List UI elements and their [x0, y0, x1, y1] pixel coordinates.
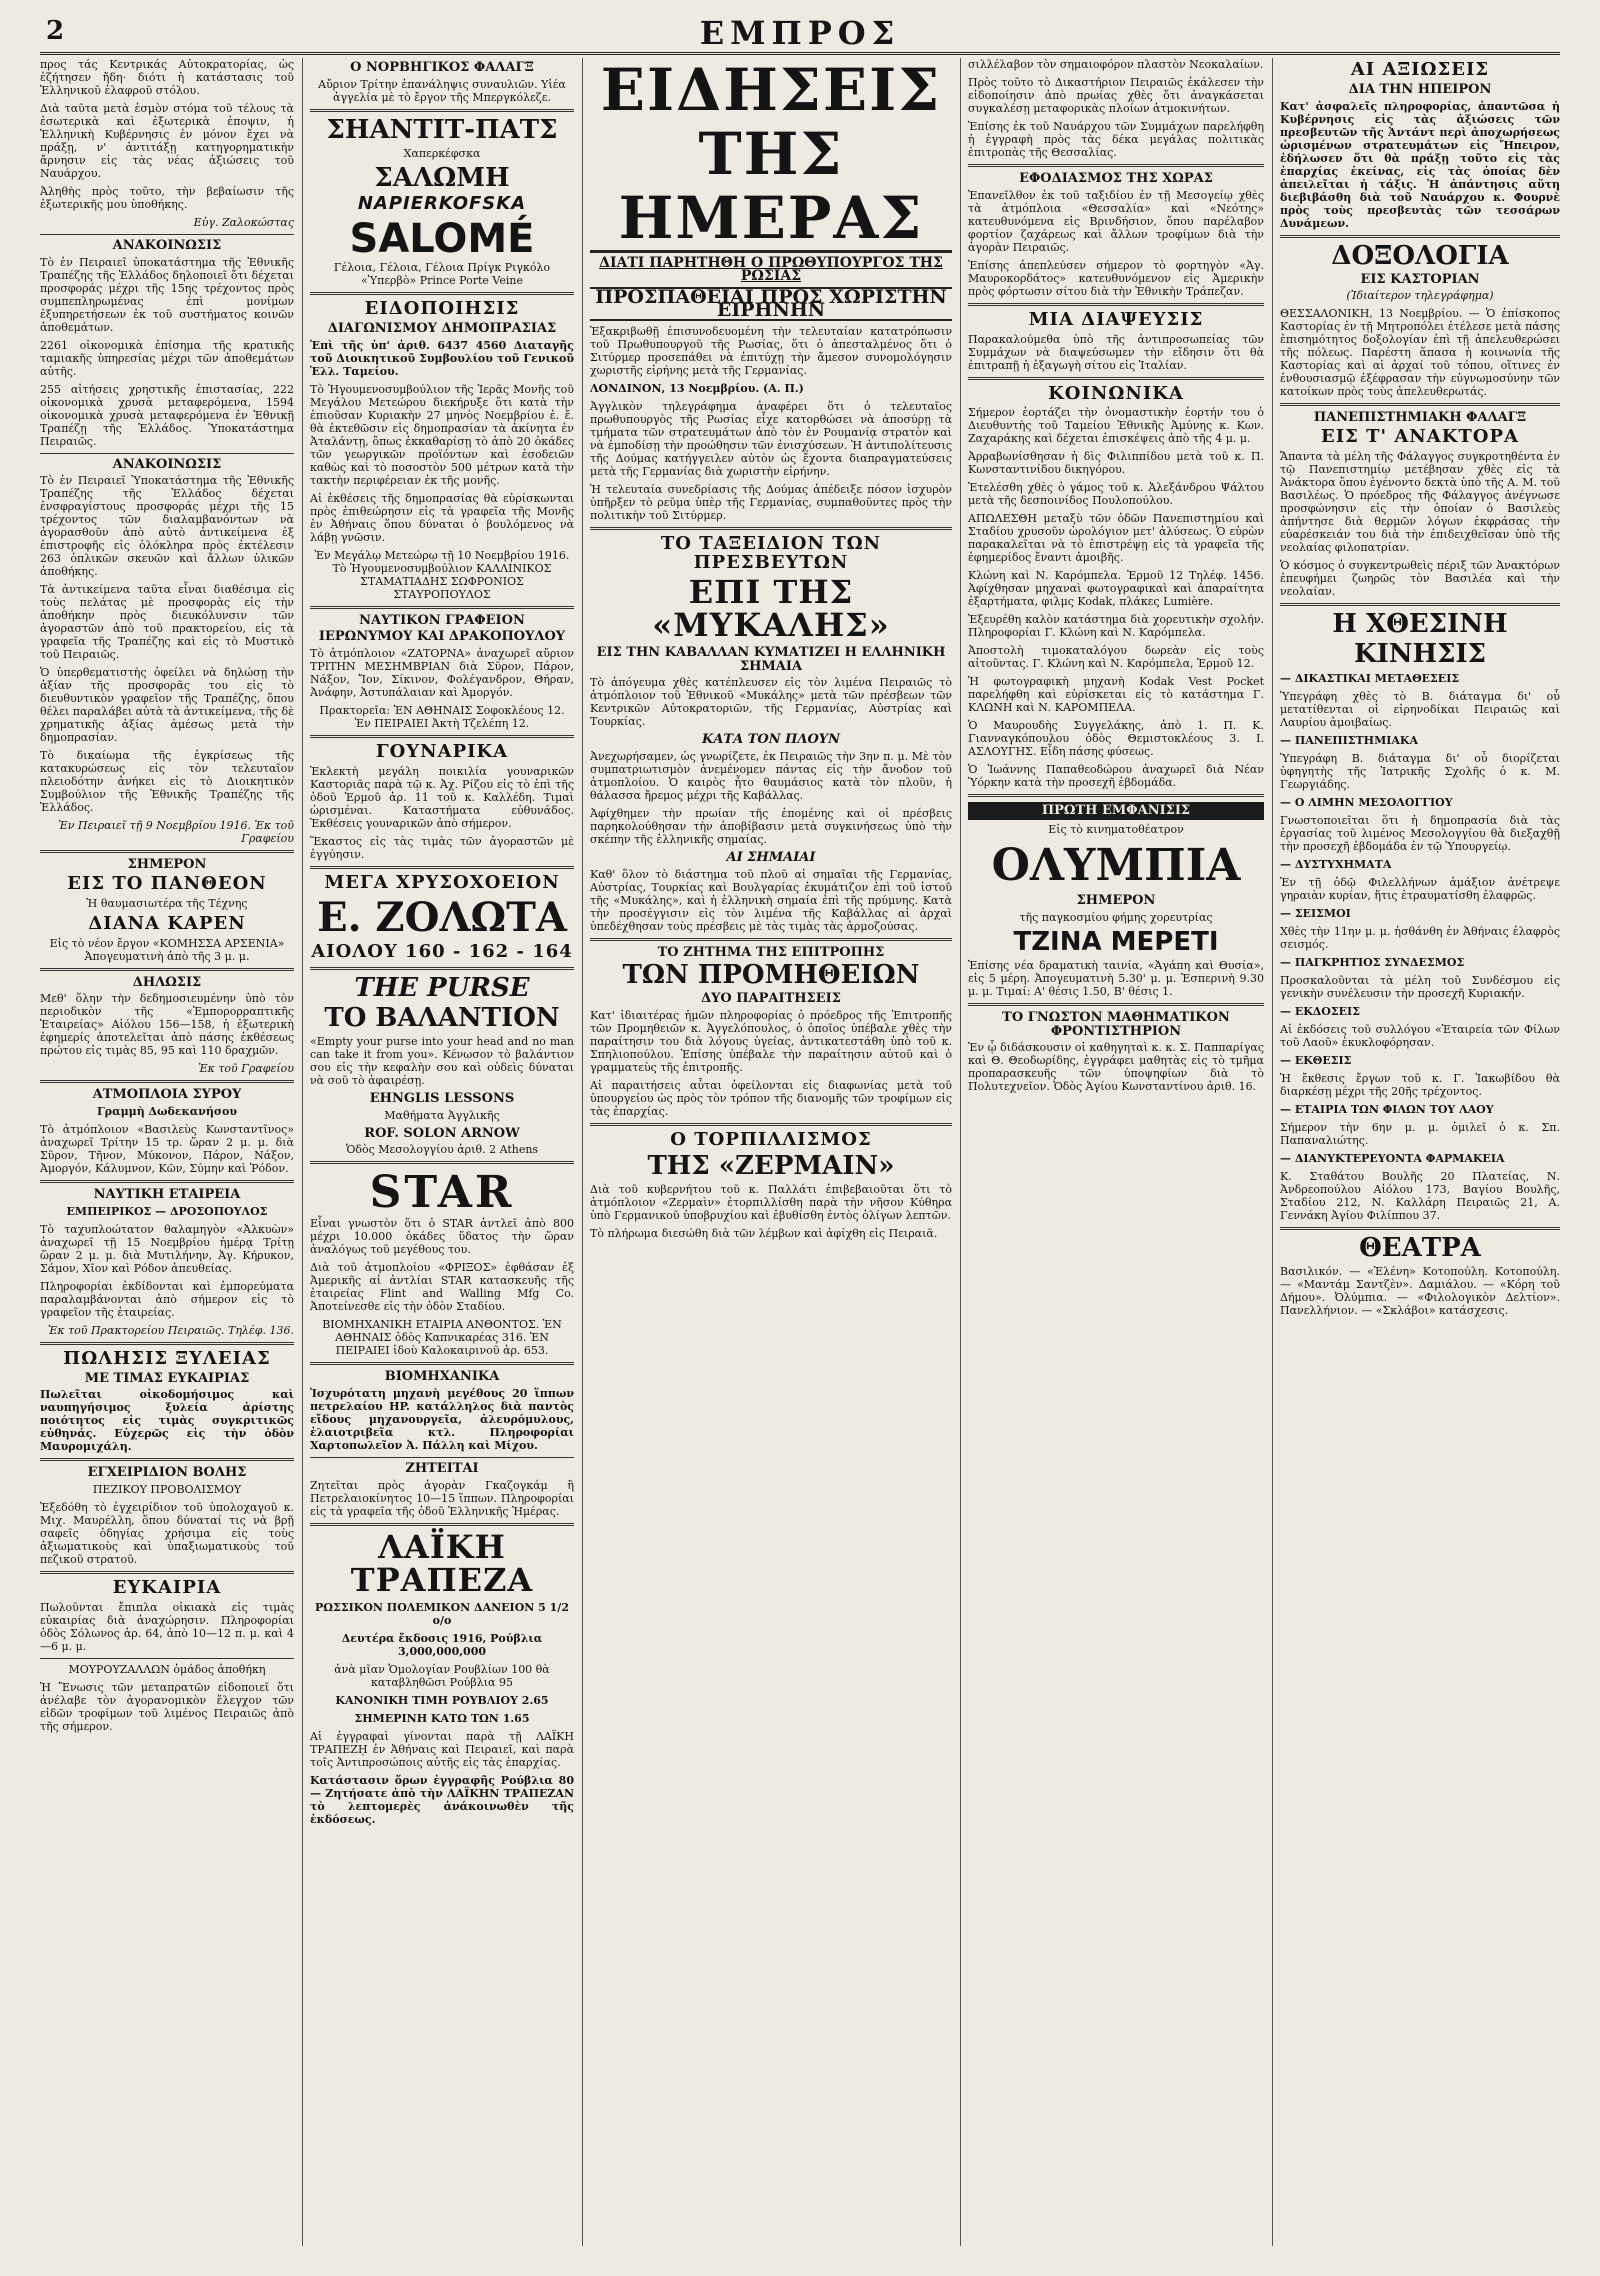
ad-text: Εἰς τὸ κινηματοθέατρον — [1048, 823, 1184, 837]
divider — [968, 164, 1264, 167]
article-text: ΘΕΣΣΑΛΟΝΙΚΗ, 13 Νοεμβρίου. — Ὁ ἐπίσκοπος Καστορίας ἐν τῇ Μητροπόλει ἐτέλεσε μετὰ πάσης ἐπισημότητος δοξολογίαν ἐπὶ τῇ ἀπελευθερώσει τῆς πόλεως. Παρέστη ἅπασα ἡ κοινωνία τῆς Καστορίας καὶ αἱ ἀρχαί τοῦ τόπου, οἵτινες ἐν ἐνθουσιασμῷ ἐξέφρασαν τὴν εὐγνωμοσύνην τῶν κατοίκων πρὸς τοὺς ἀπελευθερωτάς. — [1280, 307, 1560, 399]
ad-text: ἀνὰ μῖαν Ὁμολογίαν Ρουβλίων 100 θὰ καταβληθῶσι Ρούβλια 95 — [334, 1662, 550, 1689]
divider — [310, 967, 574, 970]
divider — [40, 1458, 294, 1461]
divider — [1280, 603, 1560, 606]
ad-text: Πρακτορεῖα: ἘΝ ΑΘΗΝΑΙΣ Σοφοκλέους 12. Ἐν ΠΕΙΡΑΙΕΙ Ἀκτὴ Τζελέπη 12. — [319, 703, 565, 730]
ad-display-title: SALOMÉ — [349, 216, 535, 263]
divider — [310, 292, 574, 295]
ad-subheading: ΕΜΠΕΙΡΙΚΟΣ — ΔΡΟΣΟΠΟΥΛΟΣ — [66, 1204, 268, 1218]
divider — [310, 1362, 574, 1365]
signature: Ἐν Μεγάλῳ Μετεώρῳ τῇ 10 Νοεμβρίου 1916. Τὸ Ἡγουμενοσυμβούλιον ΚΑΛΛΙΝΙΚΟΣ ΣΤΑΜΑΤΙΑΔΗΣ ΣΩΦΡΟΝΙΟΣ ΣΤΑΥΡΟΠΟΥΛΟΣ — [314, 548, 570, 601]
section-subheading: ΔΙΑΓΩΝΙΣΜΟΥ ΔΗΜΟΠΡΑΣΙΑΣ — [327, 321, 557, 337]
article-text: Τὸ πλήρωμα διεσώθη διὰ τῶν λέμβων καὶ ἀφίχθη εἰς Πειραιᾶ. — [590, 1227, 938, 1241]
article-text: Ἀγγλικὸν τηλεγράφημα ἀναφέρει ὅτι ὁ τελευταῖος πρωθυπουργὸς τῆς Ρωσίας εἶχε κατορθώσει νὰ ἀποσύρῃ τὰ τμήματα τῶν στρατευμάτων ἀπὸ τὸν ἐν Ρουμανίᾳ στρατὸν καὶ νὰ ἐμποδίσῃ τὴν προώθησιν τῶν ἐνισχύσεων. Ἡ ἀντιπολίτευσις τῆς Δούμας κατήγγειλεν αὐτὸν ὡς ἔχοντα διαπραγματεύσεις μετὰ τῆς Γερμανίας διὰ χωριστὴν εἰρήνην. — [590, 400, 952, 478]
story-kicker: Ο ΤΟΡΠΙΛΛΙΣΜΟΣ — [670, 1129, 872, 1151]
ad-heading: ΓΟΥΝΑΡΙΚΑ — [375, 740, 509, 762]
column-4 — [968, 58, 1264, 2246]
article-text: Ἀληθὴς πρὸς τοῦτο, τὴν βεβαίωσιν τῆς ἐξωτερικῆς μου ὑποθήκης. — [40, 185, 294, 211]
notice-text: 255 αἰτήσεις χρηστικῆς ἐπιστασίας, 222 οἰκονομικὰ χρυσὰ μεταφερόμενα, 1594 οἰκονομικὰ χρυσὰ μεταφερόμενα ἐν Ἐθνικῇ Τραπέζῃ τῆς Ἑλλάδος. Ὑποκατάστημα Πειραιῶς. — [40, 382, 294, 448]
notice-text: Ὁ ὑπερθεματιστὴς ὀφείλει νὰ δηλώσῃ τὴν ἀξίαν τῆς προσφορᾶς του εἰς τὸ διευθυντικὸν γραφεῖον τῆς Τραπέζης, ὅπου θέλει παραλάβει αὐτὰ τὰ ἀντικείμενα, τῆς δὲ χρηματικῆς ἀξίας ἀμέσως μετὰ τὴν δημοπρασίαν. — [40, 666, 294, 745]
ad-text: Αὔριον Τρίτην ἐπανάληψις συναυλιῶν. Υἱέα ἀγγελία μὲ τὸ ἔργον τῆς Μπεργκόλεζε. — [318, 77, 566, 104]
ad-subheading: ΜΕ ΤΙΜΑΣ ΕΥΚΑΙΡΙΑΣ — [84, 1370, 250, 1386]
divider — [310, 109, 574, 112]
divider — [310, 1457, 574, 1458]
news-item-text: Γνωστοποιεῖται ὅτι ἡ δημοπρασία διὰ τὰς ἐργασίας τοῦ λιμένος Μεσολογγίου θὰ διεξαχθῇ τὴν προσεχῆ ἑβδομάδα ἐν τῷ Ὑπουργείῳ. — [1280, 813, 1560, 853]
ad-text: Πωλεῖται οἰκοδομήσιμος καὶ ναυπηγήσιμος ξυλεία ἀρίστης ποιότητος εἰς τιμὰς συγκριτικῶς εὐθηνάς. Εὐχερῶς εἰς τὴν ὁδὸν Μαυρομιχάλη. — [40, 1388, 294, 1454]
newspaper-page — [40, 14, 1560, 2246]
ad-text: ΣΗΜΕΡΙΝΗ ΚΑΤΩ ΤΩΝ 1.65 — [354, 1711, 530, 1725]
ad-heading: ΑΤΜΟΠΛΟΙΑ ΣΥΡΟΥ — [92, 1087, 242, 1103]
article-text: Ὁ κόσμος ὁ συγκεντρωθεὶς πέριξ τῶν Ἀνακτόρων ἐπευφήμει ζωηρῶς τὸν Βασιλέα καὶ τὴν νεολαίαν. — [1280, 559, 1560, 598]
section-heading: ΠΑΝΕΠΙΣΤΗΜΙΑΚΗ ΦΑΛΑΓΞ — [1313, 410, 1527, 426]
story-subheading: ΕΙΣ ΤΗΝ ΚΑΒΑΛΛΑΝ ΚΥΜΑΤΙΖΕΙ Η ΕΛΛΗΝΙΚΗ ΣΗΜΑΙΑ — [596, 644, 946, 674]
story-subheading: ΔΥΟ ΠΑΡΑΙΤΗΣΕΙΣ — [701, 991, 841, 1007]
divider — [968, 377, 1264, 380]
ad-text: Τὸ ἀτμόπλοιον «Βασιλεὺς Κωνσταντῖνος» ἀναχωρεῖ Τρίτην 15 τρ. ὥραν 2 μ. μ. διὰ Σῦρον, Τῆνον, Μύκονον, Πάρον, Νάξον, Ἀμοργόν, Κάλυμνον, Κῶν, Σύμην καὶ Ῥόδον. — [40, 1122, 294, 1175]
ad-heading: NAPIERKOFSKA — [357, 193, 527, 215]
article-text: Ἐπανεῖλθον ἐκ τοῦ ταξιδίου ἐν τῇ Μεσογείῳ χθὲς τὰ ἀτμόπλοια «Θεσσαλία» καὶ «Νεότης» κατευθυνόμενα εἰς Βρινδήσιον, ὅπου παρέλαβον φορτίον ζαχάρεως καὶ ἄλλων τροφίμων διὰ τὴν ἀγορὰν Πειραιῶς. — [968, 188, 1264, 254]
news-item-heading: — ΣΕΙΣΜΟΙ — [1280, 906, 1351, 920]
article-text: Ὁ Ἰωάννης Παπαθεοδώρου ἀναχωρεῖ διὰ Νέαν Ὑόρκην κατὰ τὴν προσεχῆ ἑβδομάδα. — [968, 763, 1264, 790]
article-text: (Ἰδιαίτερον τηλεγράφημα) — [1346, 289, 1494, 303]
article-text: Ἐξευρέθη καλὸν κατάστημα διὰ χορευτικὴν σχολήν. Πληροφορίαι Γ. Κλώνη καὶ Ν. Καρόμπελα. — [968, 613, 1264, 640]
ad-display-title: ΟΛΥΜΠΙΑ — [991, 840, 1241, 892]
ad-text: Ζητεῖται πρὸς ἀγορὰν Γκαζογκάμ ἢ Πετρελαιοκίνητος 10—15 ἵππων. Πληροφορίαι εἰς τὰ γραφεῖα τῆς ὁδοῦ Ἑλληνικῆς Ἡμέρας. — [310, 1478, 574, 1518]
notice-text: Αἱ ἐκθέσεις τῆς δημοπρασίας θὰ εὑρίσκωνται πρὸς ἐπιθεώρησιν εἰς τὰ γραφεῖα τῆς Μονῆς ἐν Ἀθήναις ὅπου δύναται ὁ βουλόμενος νὰ λάβῃ γνῶσιν. — [310, 491, 574, 544]
news-item-heading: — ΠΑΝΕΠΙΣΤΗΜΙΑΚΑ — [1280, 733, 1419, 747]
article-text: ΑΠΩΛΕΣΘΗ μεταξὺ τῶν ὁδῶν Πανεπιστημίου καὶ Σταδίου χρυσοῦν ὡρολόγιον μετ' ἀλύσεως. Ὁ εὑρὼν παρακαλεῖται νὰ τὸ ἐπιστρέψῃ εἰς τὰ γραφεῖα τῆς ἐφημερίδος ἔναντι ἀμοιβῆς. — [968, 512, 1264, 565]
ad-subheading: ΠΕΖΙΚΟΥ ΠΡΟΒΟΛΙΣΜΟΥ — [92, 1482, 242, 1496]
ad-text: Τὸ ἀτμόπλοιον «ΖΑΤΟΡΝΑ» ἀναχωρεῖ αὔριον ΤΡΙΤΗΝ ΜΕΣΗΜΒΡΙΑΝ διὰ Σῦρον, Πάρον, Νάξον, Ἴον, Σίκινον, Φολέγανδρον, Θήραν, Ἀνάφην, Ἀστυπάλαιαν καὶ Ἀμοργόν. — [310, 646, 574, 699]
story-headline: ΕΠΙ ΤΗΣ «ΜΥΚΑΛΗΣ» — [652, 572, 890, 645]
article-text: Ἀποστολὴ τιμοκαταλόγου δωρεὰν εἰς τοὺς αἰτοῦντας. Γ. Κλώνη καὶ Ν. Καρόμπελα, Ἑρμοῦ 12. — [968, 644, 1264, 671]
ad-heading: ΝΑΥΤΙΚΗ ΕΤΑΙΡΕΙΑ — [93, 1186, 241, 1202]
ad-heading: ΝΑΥΤΙΚΟΝ ΓΡΑΦΕΙΟΝ — [359, 612, 525, 628]
news-item-text: Ὑπεγράφη Β. διάταγμα δι' οὗ διορίζεται ὑφηγητὴς τῆς Ἰατρικῆς Σχολῆς ὁ κ. Μ. Γεωργιάδης. — [1280, 751, 1560, 791]
article-text: Πρὸς τοῦτο τὸ Δικαστήριον Πειραιῶς ἐκάλεσεν τὴν εἰδοποίησιν ἀπὸ πρωίας χθὲς ὅτι ἀναγκάσεται συγκαλέσῃ μεταφορικὰς πλοίων ἀτμοκινήτων. — [968, 76, 1264, 115]
divider — [1280, 403, 1560, 406]
ad-heading: ΣΗΑΝΤΙΤ-ΠΑΤΣ — [326, 114, 558, 145]
article-text: Ἀφίχθημεν τὴν πρωίαν τῆς ἑπομένης καὶ οἱ πρέσβεις παρηκολούθησαν τὴν ἀποβίβασιν μετὰ συγκινήσεως ὑπὸ τὴν σκέπην τῆς ἑλληνικῆς σημαίας. — [590, 806, 952, 846]
section-heading: ΘΕΑΤΡΑ — [1359, 1232, 1481, 1263]
article-text: Ἀνεχωρήσαμεν, ὡς γνωρίζετε, ἐκ Πειραιῶς τὴν 3ην π. μ. Μὲ τὸν συμπατριωτισμὸν ἀνεμένομεν πάντας εἰς τὴν ἄνοδον τοῦ ἀτμοπλοίου. Ὁ καιρὸς ἦτο θαυμάσιος κατὰ τὸν πλοῦν, ἡ θάλασσα ἤρεμος μέχρι τῆς Καβάλλας. — [590, 749, 952, 802]
ad-address: ΑΙΟΛΟΥ 160 - 162 - 164 — [311, 940, 573, 962]
divider — [1280, 235, 1560, 238]
news-item-heading: — ΔΥΣΤΥΧΗΜΑΤΑ — [1280, 857, 1392, 871]
notice-text: 2261 οἰκονομικὰ ἐπίσημα τῆς κρατικῆς ταμιακῆς ὑπηρεσίας μέχρι τῶν ἀποθεμάτων αὐτῆς. — [40, 338, 294, 378]
ad-text: Ἐπίσης νέα δραματικὴ ταινία, «Ἀγάπη καὶ Θυσία», εἰς 5 μέρη. Ἀπογευματινὴ 5.30' μ. μ. Ἑσπερινὴ 9.30 μ. μ. Τιμαί: Α' θέσις 1.50, Β' θέσις 1. — [968, 959, 1264, 998]
news-item-text: Βασιλικόν. — «Ἑλένη» Κοτοπούλη. Κοτοπούλη. — «Μαντάμ Σαντζὲν». Δαμιάλου. — «Κόρη τοῦ Δήμου». Ὀλύμπια. — «Φιλολογικὸν Δελτίον». Πανελλήνιον. — «Σκλάβοι» κατάσχεσις. — [1280, 1264, 1560, 1317]
ad-text: Ἕκαστος εἰς τὰς τιμὰς τῶν ἀγοραστῶν μὲ ἐγγύησιν. — [310, 834, 574, 861]
section-subheading: ΕΙΣ ΚΑΣΤΟΡΙΑΝ — [1360, 271, 1480, 287]
divider — [310, 1523, 574, 1526]
article-text: Ἐπίσης ἐκ τοῦ Ναυάρχου τῶν Συμμάχων παρελήφθη ἡ ἐγγραφὴ πρὸς τὰς δέκα μεγάλας πολιτικὰς ἐπιτροπὰς τῆς Θεσσαλίας. — [968, 120, 1264, 159]
ad-text: Ὁδὸς Μεσολογγίου ἀριθ. 2 Athens — [345, 1143, 539, 1157]
ad-subheading: ΜΟΥΡΟΥΖΑΛΛΩΝ ὁμάδος ἀποθήκη — [68, 1662, 266, 1676]
story-kicker: ΤΟ ΖΗΤΗΜΑ ΤΗΣ ΕΠΙΤΡΟΠΗΣ — [657, 944, 885, 960]
page-number: 2 — [46, 16, 65, 46]
divider — [40, 1658, 294, 1659]
divider — [40, 234, 294, 235]
column-5 — [1280, 58, 1560, 2246]
ad-text: Τὸ ταχυπλοώτατον θαλαμηγὸν «Ἀλκυὼν» ἀναχωρεῖ τῇ 15 Νοεμβρίου ἡμέρᾳ Τρίτῃ ὥραν 2 μ. μ. διὰ Μυτιλήνην, Ἀγ. Κήρυκον, Σάμον, Χῖον καὶ Ρόδον ἀπευθείας. — [40, 1222, 294, 1275]
ad-text: Ἡ θαυμασιωτέρα τῆς Τέχνης — [86, 896, 248, 910]
notice-text: Τὸ Ἡγουμενοσυμβούλιον τῆς Ἱερᾶς Μονῆς τοῦ Μεγάλου Μετεώρου διεκήρυξε ὅτι κατὰ τὴν ἐπιοῦσαν Κυριακὴν 27 μηνὸς Νοεμβρίου ἐ. ἔ. θὰ ἐκτεθῶσιν εἰς δημοπρασίαν τὰ ἀκίνητα ἐν Ἀταλάντῃ, ὅπως ἐκκαθαρίσῃ τὸ ἀπὸ 20 ὀκάδες τῶν γεωργικῶν προϊόντων καὶ ἐσοδειῶν καθὼς καὶ τὸ ποσοστὸν 500 μέτρων κατὰ τὴν τακτὴν περιφέρειαν ἐκ τῆς μονῆς. — [310, 382, 574, 487]
ad-text: Κατάστασιν ὅρων ἐγγραφῆς Ρούβλια 80— Ζητήσατε ἀπὸ τὴν ΛΑΪΚΗΝ ΤΡΑΠΕΖΑΝ τὸ λεπτομερὲς ἀνάκοινωθὲν τῆς ἐκδόσεως. — [310, 1773, 574, 1826]
ad-heading: ΤΟ ΒΑΛΑΝΤΙΟΝ — [324, 1002, 560, 1033]
section-subheading: ΔΙΑ ΤΗΝ ΗΠΕΙΡΟΝ — [1348, 81, 1492, 97]
ad-text: Ἡ Ἕνωσις τῶν μεταπρατῶν εἰδοποιεῖ ὅτι ἀνέλαβε τὸν ἀγορανομικὸν ἔλεγχον τῶν εἰδῶν τροφίμων τοῦ λιμένος Πειραιῶς ἀπὸ τῆς σήμερον. — [40, 1680, 294, 1733]
divider — [310, 1161, 574, 1164]
ad-heading: ΜΕΓΑ ΧΡΥΣΟΧΟΕΙΟΝ — [324, 871, 560, 893]
ad-text: Εἰς τὸ νέον ἔργον «ΚΟΜΗΣΣΑ ΑΡΣΕΝΙΑ» Ἀπογευματινὴ ἀπὸ τῆς 3 μ. μ. — [49, 936, 285, 963]
news-item-heading: — ΔΙΚΑΣΤΙΚΑΙ ΜΕΤΑΘΕΣΕΙΣ — [1280, 671, 1460, 685]
ad-text: ΚΑΝΟΝΙΚΗ ΤΙΜΗ ΡΟΥΒΛΙΟΥ 2.65 — [335, 1693, 549, 1707]
section-heading: ΜΙΑ ΔΙΑΨΕΥΣΙΣ — [1028, 308, 1204, 330]
article-text: Κατ' ἀσφαλεῖς πληροφορίας, ἀπαντῶσα ἡ Κυβέρνησις εἰς τὰς ἀξιώσεις τῶν πρεσβευτῶν τῆς Ἀντάντ περὶ ἀποχωρήσεως ὡρισμένων στρατευμάτων εἰς Ἤπειρον, ἐδήλωσεν ὅτι θὰ πράξῃ τοῦτο εἰς τὰς ἐπαρχίας ἐκείνας, εἰς τὰς ὁποίας δὲν ἀπειλεῖται ἡ τάξις. Ἡ ἀπάντησις αὕτη διεβιβάσθη διὰ τοῦ Ναυάρχου κ. Φουρνὲ πρὸς τοὺς πρεσβευτὰς τῶν τεσσάρων Δυνάμεων. — [1280, 99, 1560, 230]
section-heading: ΑΝΑΚΟΙΝΩΣΙΣ — [112, 456, 222, 472]
ad-text: Αἱ ἐγγραφαὶ γίνονται παρὰ τῇ ΛΑΪΚΗ ΤΡΑΠΕΖῌ ἐν Ἀθήναις καὶ Πειραιεῖ, καὶ παρὰ τοῖς Ἀντιπροσώποις αὐτῆς εἰς τὰς ἐπαρχίας. — [310, 1729, 574, 1769]
divider — [40, 453, 294, 454]
signature: Εὐγ. Ζαλοκώστας — [193, 216, 294, 229]
ad-heading: ΣΗΜΕΡΟΝ — [1076, 893, 1156, 909]
divider — [590, 938, 952, 941]
ad-text: ΒΙΟΜΗΧΑΝΙΚΗ ΕΤΑΙΡΙΑ ΑΝΘΟΝΤΟΣ. ἘΝ ΑΘΗΝΑΙΣ ὁδὸς Καπνικαρέας 316. ἘΝ ΠΕΙΡΑΙΕΙ ἰδοὺ Καλοκαιρινοῦ ἀρ. 653. — [322, 1318, 562, 1358]
news-item-text: Ἡ ἔκθεσις ἔργων τοῦ κ. Γ. Ἰακωβίδου θὰ διαρκέσῃ μέχρι τῆς 20ῆς τρέχοντος. — [1280, 1071, 1560, 1098]
ad-heading: ΣΗΜΕΡΟΝ — [127, 857, 207, 873]
ad-heading: ΤΖΙΝΑ ΜΕΡΕΤΙ — [1013, 926, 1219, 957]
ad-text: τῆς παγκοσμίου φήμης χορευτρίας — [1019, 910, 1213, 924]
ad-text: Εἶναι γνωστὸν ὅτι ὁ STAR ἀντλεῖ ἀπὸ 800 μέχρι 10.000 ὀκάδες ὕδατος τὴν ὥραν ἀναλόγως τοῦ μεγέθους του. — [310, 1217, 574, 1257]
notice-text: Τὸ ἐν Πειραιεῖ Ὑποκατάστημα τῆς Ἐθνικῆς Τραπέζης τῆς Ἑλλάδος δέχεται ἐνσφραγίστους προσφοράς μέχρι τῆς 15 τρέχοντος τῶν διαλαμβανόντων νὰ ἀγορασθοῦν ἀπὸ αὐτὸ ἀντικείμενα ἐξ ἐπιστροφῆς εἰς ὁλόκληρα πρὸς ἐκτέλεσιν 263 ὁπλικῶν σκευῶν καὶ ἄλλων ὑλικῶν ἀποθήκης. — [40, 474, 294, 579]
article-text: Αἱ παραιτήσεις αὗται ὀφείλονται εἰς διαφωνίας μετὰ τοῦ ὑπουργείου ὡς πρὸς τὸν τρόπον τῆς διανομῆς τῶν τροφίμων εἰς τὰς ἐπαρχίας. — [590, 1079, 952, 1119]
article-text: Ἄπαντα τὰ μέλη τῆς Φάλαγγος συγκροτηθέντα ἐν τῷ Πανεπιστημίῳ μετέβησαν χθὲς εἰς τὰ Ἀνάκτορα ὅπου ἐγένοντο δεκτὰ ὑπὸ τῆς Α. Μ. τοῦ Βασιλέως. Ὁ πρόεδρος τῆς Φάλαγγος ἀνέγνωσε προσφώνησιν εἰς τὴν ὁποίαν ὁ Βασιλεὺς ἀπήντησε διὰ θερμῶν λόγων ἐκφράσας τὴν εὐαρέσκειάν του διὰ τὴν ἐπιδειχθεῖσαν ὑπὸ τῆς νεολαίας φιλοπατρίαν. — [1280, 450, 1560, 554]
divider — [40, 968, 294, 971]
news-item-text: Ἐν τῇ ὁδῷ Φιλελλήνων ἁμάξιον ἀνέτρεψε γηραιὰν κυρίαν, ἥτις ἐτραυματίσθη ἐλαφρῶς. — [1280, 875, 1560, 902]
ad-text: Δευτέρα ἔκδοσις 1916, Ρούβλια 3,000,000,000 — [341, 1631, 543, 1658]
notice-text: Ἐπὶ τῆς ὑπ' ἀριθ. 6437 4560 Διαταγῆς τοῦ Διοικητικοῦ Συμβουλίου τοῦ Γενικοῦ Ἑλλ. Ταμείου. — [310, 338, 574, 378]
ad-heading: ΣΑΛΩΜΗ — [374, 162, 510, 193]
divider — [40, 1080, 294, 1083]
section-heading: ΕΦΟΔΙΑΣΜΟΣ ΤΗΣ ΧΩΡΑΣ — [1019, 171, 1213, 186]
article-text: Ἀρραβωνίσθησαν ἡ δὶς Φιλιππίδου μετὰ τοῦ κ. Π. Κωνσταντινίδου δικηγόρου. — [968, 450, 1264, 477]
section-heading: ΔΟΞΟΛΟΓΙΑ — [1331, 240, 1509, 271]
article-text: Ἡ φωτογραφικὴ μηχανὴ Kodak Vest Pocket παρελήφθη καὶ εὑρίσκεται εἰς τὸ κατάστημα Γ. ΚΛΩΝΗ καὶ Ν. ΚΑΡΟΜΠΕΛΑ. — [968, 675, 1264, 715]
divider — [1280, 1227, 1560, 1230]
column-3 — [590, 58, 952, 2246]
divider — [40, 1571, 294, 1574]
section-heading: ΑΙ ΑΞΙΩΣΕΙΣ — [1350, 59, 1490, 80]
ad-heading: ΤΟ ΓΝΩΣΤΟΝ ΜΑΘΗΜΑΤΙΚΟΝ ΦΡΟΝΤΙΣΤΗΡΙΟΝ — [1002, 1010, 1230, 1039]
article-text: Ἐξακριβωθῇ ἐπισυνοδευομένη τὴν τελευταίαν κατατρόπωσιν τοῦ Πρωθυπουργοῦ τῆς Ρωσίας, ὅτι ὁ ἀπεσταλμένος ὅτι ὁ Σιτύρμερ προσεπάθει νὰ ἐπιτύχῃ τὴν ἄμεσον συνομολόγησιν χωριστῆς εἰρήνης μετὰ τῆς Γερμανίας. — [590, 325, 952, 377]
ad-display-title: Ε. ΖΟΛΩΤΑ — [317, 893, 567, 941]
ad-text: Πληροφορίαι ἐκδίδονται καὶ ἐμπορεύματα παραλαμβάνονται ἀπὸ σήμερον εἰς τὸ γραφεῖον τῆς ἑταιρείας. — [40, 1279, 294, 1319]
article-text: Διὰ τοῦ κυβερνήτου τοῦ κ. Παλλάτι ἐπιβεβαιοῦται ὅτι τὸ ἀτμόπλοιον «Ζερμαὶν» ἐτορπιλλίσθη παρὰ τὴν νῆσον Κύθηρα ὑπὸ Γερμανικοῦ ὑποβρυχίου καὶ ἐβυθίσθη ἐντὸς ὀλίγων λεπτῶν. — [590, 1183, 952, 1223]
ad-heading: ΠΡΩΤΗ ΕΜΦΑΝΙΣΙΣ — [968, 802, 1264, 820]
section-heading: ΚΙΝΗΣΙΣ — [1353, 639, 1487, 670]
ad-heading: ΕΙΣ ΤΟ ΠΑΝΘΕΟΝ — [67, 872, 267, 894]
ad-display-title: STAR — [369, 1167, 515, 1219]
news-item-text: Προσκαλοῦνται τὰ μέλη τοῦ Συνδέσμου εἰς γενικὴν συνέλευσιν τὴν προσεχῆ Κυριακήν. — [1280, 973, 1560, 1000]
article-text: Ἐτελέσθη χθὲς ὁ γάμος τοῦ κ. Ἀλεξάνδρου Ψάλτου μετὰ τῆς δεσποινίδος Πουλοπούλου. — [968, 481, 1264, 508]
page-main-headline: ΕΙΔΗΣΕΙΣ ΤΗΣ ΗΜΕΡΑΣ — [590, 58, 952, 253]
news-item-heading: — ΕΚΔΟΣΕΙΣ — [1280, 1004, 1360, 1018]
ad-text: Ἰσχυρότατη μηχανὴ μεγέθους 20 ἵππων πετρελαίου HP. κατάλληλος διὰ παντὸς εἴδους μηχανουργεῖα, ἀλευρόμυλους, ἐλαιοτριβεῖα κτλ. Πληροφορίαι Χαρτοπωλεῖον Ἀ. Πάλλη καὶ Μίχου. — [310, 1387, 574, 1453]
ad-text: «Empty your purse into your head and no man can take it from you». Κένωσον τὸ βαλάντιον σου εἰς τὴν κεφαλὴν σου καὶ οὐδεὶς δύναται νὰ σοῦ τὸ ἀφαιρέσῃ. — [310, 1035, 574, 1088]
story-headline: ΤΩΝ ΠΡΟΜΗΘΕΙΩΝ — [622, 960, 920, 991]
divider — [40, 1180, 294, 1183]
ad-display-title: ΛΑΪΚΗ ΤΡΑΠΕΖΑ — [350, 1527, 534, 1600]
ad-text: Πωλοῦνται ἔπιπλα οἰκιακὰ εἰς τιμὰς εὐκαιρίας διὰ ἀναχώρησιν. Πληροφορίαι ὁδὸς Σόλωνος ἀρ. 64, ἀπὸ 10—12 π. μ. καὶ 4—6 μ. μ. — [40, 1600, 294, 1653]
news-item-heading: — ΕΚΘΕΣΙΣ — [1280, 1053, 1352, 1067]
ad-heading: EHNGLIS LESSONS — [369, 1091, 515, 1107]
ad-heading: Ο ΝΟΡΒΗΓΙΚΟΣ ΦΑΛΑΓΞ — [350, 60, 534, 75]
news-item-heading: — ΕΤΑΙΡΙΑ ΤΩΝ ΦΙΛΩΝ ΤΟΥ ΛΑΟΥ — [1280, 1102, 1494, 1116]
column-1 — [40, 58, 294, 2246]
ad-heading: ROF. SOLON ARNOW — [364, 1125, 520, 1141]
article-text: προς τάς Κεντρικάς Αὐτοκρατορίας, ὡς ἐζήτησεν ἤδη· διότι ἡ κατάστασις τοῦ Ἑλληνικοῦ ἐλαφροῦ στόλου. — [40, 58, 294, 97]
news-item-text: Αἱ ἐκδόσεις τοῦ συλλόγου «Ἑταιρεία τῶν Φίλων τοῦ Λαοῦ» ἐκυκλοφόρησαν. — [1280, 1022, 1560, 1049]
divider — [310, 866, 574, 869]
story-kicker: ΔΙΑΤΙ ΠΑΡΗΤΗΘΗ Ο ΠΡΩΘΥΠΟΥΡΓΟΣ ΤΗΣ ΡΩΣΙΑΣ — [599, 255, 943, 284]
dateline: ΛΟΝΔΙΝΟΝ, 13 Νοεμβρίου. (Α. Π.) — [590, 382, 804, 395]
notice-text: Τὸ δικαίωμα τῆς ἐγκρίσεως τῆς κατακυρώσεως εἰς τὸν τελευταῖον πλειοδότην ἀνήκει εἰς τὸ Διοικητικὸν Συμβούλιον τῆς Ἐθνικῆς Τραπέζης τῆς Ἑλλάδος. — [40, 749, 294, 815]
article-text: Καθ' ὅλον τὸ διάστημα τοῦ πλοῦ αἱ σημαῖαι τῆς Γερμανίας, Αὐστρίας, Τουρκίας καὶ Βουλγαρίας ἐκυμάτιζον ἐπὶ τοῦ ἱστοῦ τῆς «Μυκάλης», καὶ ἡ ἑλληνικὴ σημαία ἐπὶ τῆς πρύμνης. Κατὰ τὴν προσέγγισιν εἰς τὸν λιμένα τῆς Καβάλλας αἱ ἀρχαὶ ὑπεδέχθησαν τοὺς πρέσβεις μὲ τὰς τιμὰς τὰς ἁρμοζούσας. — [590, 867, 952, 933]
ad-text: Χαπερκέφσκα — [403, 146, 481, 160]
divider — [590, 527, 952, 530]
ad-text: Διὰ τοῦ ἀτμοπλοίου «ΦΡΙΞΟΣ» ἐφθάσαν ἐξ Ἀμερικῆς αἱ ἀντλίαι STAR κατασκευῆς τῆς ἐταιρείας Flint and Walling Mfg Co. Ἀποτείνεσθε εἰς τὴν ὁδὸν Σταδίου. — [310, 1261, 574, 1314]
news-item-heading: — ΔΙΑΝΥΚΤΕΡΕΥΟΝΤΑ ΦΑΡΜΑΚΕΙΑ — [1280, 1151, 1505, 1165]
notice-text: Μεθ' ὅλην τὴν δεδημοσιευμένην ὑπὸ τὸν περιοδικὸν τῆς «Ἐμπορορραπτικῆς Ἑταιρείας» Αἰόλου 156—158, ἡ ἐξωτερικὴ ἐφημερίς ἀποτελεῖται ἀπὸ πάσης ἐκθέσεως πρώτου εἰς τιμὰς 85, 95 καὶ 110 δραχμῶν. — [40, 992, 294, 1058]
article-text: Διὰ ταῦτα μετὰ ἐσμὸν στόμα τοῦ τέλους τὰ ἐσωτερικὰ καὶ ἐξωτερικὰ ἐποψιν, ἡ Ἑλληνικὴ Κυβέρνησις ἐν μόνον ἔχει νὰ πράξῃ, ν' ἀντιτάξῃ κατηγορηματικὴν ἄρνησιν εἰς τὰς νέας ἀξιώσεις τοῦ Ναυάρχου. — [40, 102, 294, 180]
ad-heading: ΠΩΛΗΣΙΣ ΞΥΛΕΙΑΣ — [63, 1347, 271, 1369]
ad-heading: ΖΗΤΕΙΤΑΙ — [405, 1461, 479, 1477]
ad-text: Ἐκλεκτὴ μεγάλη ποικιλία γουναρικῶν Καστοριᾶς παρὰ τῷ κ. Ἀχ. Ρίζου εἰς τὸ ἐπὶ τῆς ὁδοῦ Ἑρμοῦ ἀρ. 11 τοῦ κ. Καλλέδη. Τιμαὶ ὡρισμέναι. Καταστήματα εὐθυνάδος. Ἐκθέσεις γουναρικῶν ἀπὸ σήμερον. — [310, 764, 574, 830]
signature: Ἐκ τοῦ Πρακτορείου Πειραιῶς. Τηλέφ. 136. — [47, 1323, 294, 1337]
section-heading: ΑΙ ΣΗΜΑΙΑΙ — [726, 849, 816, 865]
news-item-heading: — Ο ΛΙΜΗΝ ΜΕΣΟΛΟΓΓΙΟΥ — [1280, 795, 1453, 809]
masthead — [40, 14, 1560, 55]
ad-text: ΡΩΣΣΙΚΟΝ ΠΟΛΕΜΙΚΟΝ ΔΑΝΕΙΟΝ 5 1/2 ο/ο — [315, 1600, 569, 1627]
signature: Ἐν Πειραιεῖ τῇ 9 Νοεμβρίου 1916. Ἐκ τοῦ Γραφείου — [58, 819, 294, 846]
news-item-text: Κ. Σταθάτου Βουλῆς 20 Πλατείας, Ν. Ἀνδρεοπούλου Αἰόλου 173, Βαγίου Βουλῆς, Σταδίου 212, Ν. Καλλάρη Πειραιῶς 21, Α. Γεννάκη Ἀγίου Φιλίππου 37. — [1280, 1169, 1560, 1222]
ad-text: Ἐν ᾧ διδάσκουσιν οἱ καθηγηταὶ κ. κ. Σ. Παππαρίγας καὶ Θ. Θεοδωρίδης, ἐγγράφει μαθητὰς εἰς τὸ τμῆμα προπαρασκευῆς τῶν ὑποψηφίων διὰ τὸ Πολυτεχνεῖον. Ὁδὸς Ἀγίου Κωνσταντίνου ἀριθ. 16. — [968, 1041, 1264, 1094]
story-headline: ΠΡΟΣΠΑΘΕΙΑΙ ΠΡΟΣ ΧΩΡΙΣΤΗΝ ΕΙΡΗΝΗΝ — [590, 287, 952, 321]
news-item-text: Ὑπεγράφη χθὲς τὸ Β. διάταγμα δι' οὗ μετατίθενται οἱ εἰρηνοδίκαι Πειραιῶς καὶ Λαυρίου ἀμοιβαίως. — [1280, 689, 1560, 729]
ad-heading: ΕΓΧΕΙΡΙΔΙΟΝ ΒΟΛΗΣ — [87, 1465, 247, 1481]
article-text: Τὸ ἀπόγευμα χθὲς κατέπλευσεν εἰς τὸν λιμένα Πειραιῶς τὸ ἀτμόπλοιον τοῦ Ἐθνικοῦ «Μυκάλης» μετὰ τῶν πρέσβεων τῶν Κεντρικῶν Αὐτοκρατοριῶν, τῆς Γερμανίας, Αὐστρίας καὶ Τουρκίας. — [590, 676, 952, 729]
ad-heading: ΔΙΑΝΑ ΚΑΡΕΝ — [88, 912, 246, 934]
section-heading: ΕΙΔΟΠΟΙΗΣΙΣ — [364, 298, 520, 320]
divider — [310, 606, 574, 609]
section-subheading: ΕΙΣ Τ' ΑΝΑΚΤΟΡΑ — [1321, 426, 1519, 448]
section-heading: ΑΝΑΚΟΙΝΩΣΙΣ — [112, 238, 222, 253]
article-text: σιλλέλαβον τὸν σημαιοφόρον πλαστὸν Νεοκαλαίων. — [968, 58, 1264, 71]
ad-text: Μαθήματα Ἀγγλικῆς — [384, 1108, 500, 1122]
section-heading: ΚΟΙΝΩΝΙΚΑ — [1048, 382, 1184, 404]
article-text: Ἐπίσης ἀπεπλεύσεν σήμερον τὸ φορτηγὸν «Ἀγ. Μαυροκορδάτος» κατευθυνόμενον εἰς Ἀμερικὴν πρὸς φόρτωσιν σίτου διὰ τὴν Ἐθνικὴν Τράπεζαν. — [968, 258, 1264, 298]
notice-text: Τὰ ἀντικείμενα ταῦτα εἶναι διαθέσιμα εἰς τοὺς πελάτας μὲ προσφορὰς εἰς τὴν ἀποθήκην πρὸς διευκόλυνσιν τῶν ἀγοραστῶν ἀπὸ τοῦ πρακτορείου, εἰς τὰ γραφεῖα τῆς Τραπέζης καὶ εἰς τὸ Μυστικὸ τοῦ Πειραιῶς. — [40, 583, 294, 662]
article-text: Κατ' ἰδιαιτέρας ἡμῶν πληροφορίας ὁ πρόεδρος τῆς Ἐπιτροπῆς τῶν Προμηθειῶν κ. Ἀγγελόπουλος, ὁ ὁποῖος ὑπέβαλε χθὲς τὴν παραίτησιν του διὰ λόγους ὑγείας, ἀντικατεστάθη ὑπὸ τοῦ κ. Σπηλιοπούλου. Ἐπίσης ὑπέβαλε τὴν παραίτησιν αὐτοῦ καὶ ὁ γραμματεὺς τῆς ἐπιτροπῆς. — [590, 1009, 952, 1075]
news-item-text: Σήμερον τὴν 6ην μ. μ. ὁμιλεῖ ὁ κ. Σπ. Παπαναλιώτης. — [1280, 1120, 1560, 1147]
story-headline: ΤΟ ΤΑΞΕΙΔΙΟΝ ΤΩΝ ΠΡΕΣΒΕΥΤΩΝ — [660, 533, 882, 573]
ad-subheading: Γραμμὴ Δωδεκανήσου — [97, 1104, 237, 1118]
signature: Ἐκ τοῦ Γραφείου — [198, 1062, 294, 1076]
ad-heading: THE PURSE — [354, 972, 530, 1003]
story-headline: ΤΗΣ «ΖΕΡΜΑΙΝ» — [647, 1151, 895, 1181]
divider — [40, 1342, 294, 1345]
divider — [310, 735, 574, 738]
newspaper-title: ΕΜΠΡΟΣ — [699, 14, 901, 52]
divider — [40, 850, 294, 853]
section-heading: Η ΧΘΕΣΙΝΗ — [1332, 609, 1508, 639]
column-2 — [310, 58, 574, 2246]
news-item-heading: — ΠΑΓΚΡΗΤΙΟΣ ΣΥΝΔΕΣΜΟΣ — [1280, 955, 1465, 969]
ad-subheading: ΙΕΡΩΝΥΜΟΥ ΚΑΙ ΔΡΑΚΟΠΟΥΛΟΥ — [318, 629, 566, 645]
ad-text: Γέλοια, Γέλοια, Γέλοια Πρίγκ Ριγκόλο «Ὑπερβὸ» Prince Porte Veine — [333, 261, 551, 288]
article-text: Ἡ τελευταία συνεδρίασις τῆς Δούμας ἀπέδειξε πόσον ἰσχυρὸν ὑπῆρξεν τὸ ρεῦμα ὑπὲρ τῆς Γερμανίας, συμπαθοῦντες πρὸς τὴν πολιτικὴν τοῦ Σιτύρμερ. — [590, 483, 952, 522]
divider — [968, 794, 1264, 797]
news-item-text: Χθὲς τὴν 11ην μ. μ. ἠσθάνθη ἐν Ἀθήναις ἐλαφρὸς σεισμός. — [1280, 924, 1560, 951]
article-text: Παρακαλούμεθα ὑπὸ τῆς ἀντιπροσωπείας τῶν Συμμάχων νὰ διαψεύσωμεν τὴν εἴδησιν ὅτι θὰ ἐπιτραπῇ ἡ ἐξαγωγὴ σίτου εἰς Ἰταλίαν. — [968, 332, 1264, 372]
divider — [968, 1003, 1264, 1006]
section-heading: ΔΗΛΩΣΙΣ — [132, 974, 202, 990]
columns — [40, 58, 1560, 2246]
divider — [968, 303, 1264, 306]
notice-text: Τὸ ἐν Πειραιεῖ ὑποκατάστημα τῆς Ἐθνικῆς Τραπέζης τῆς Ἑλλάδος δηλοποιεῖ ὅτι δέχεται προσφοράς μέχρι τῆς 15ης τρέχοντος πρὸς συμπεπληρωμένας ἐπὶ μονίμων ἐξυπηρετήσεων ἐκ τοῦ συστήματος κοινῶν ἀποθεμάτων. — [40, 255, 294, 334]
divider — [590, 1123, 952, 1126]
ad-text: Ἐξεδόθη τὸ ἐγχειρίδιον τοῦ ὑπολοχαγοῦ κ. Μιχ. Μαυρέλλη, ὅπου δύναταί τις νὰ βρῇ σαφεῖς ὁδηγίας χρήσιμα εἰς τοὺς ἀξιωματικοὺς καὶ ὑπαξιωματικοὺς τοῦ πεζικοῦ στρατοῦ. — [40, 1500, 294, 1566]
ad-heading: ΕΥΚΑΙΡΙΑ — [112, 1576, 222, 1598]
article-text: Σήμερον ἑορτάζει τὴν ὀνομαστικὴν ἑορτήν του ὁ Διευθυντὴς τοῦ Ταμείου Ἐθνικῆς Ἀμύνης κ. Κων. Ζαχαράκης καὶ δέχεται ἐπισκέψεις ἀπὸ τῆς 4 μ. μ. — [968, 406, 1264, 446]
article-text: Κλώνη καὶ Ν. Καρόμπελα. Ἑρμοῦ 12 Τηλέφ. 1456. Ἀφίχθησαν μηχαναὶ φωτογραφικαὶ καὶ ἀπαραίτητα ἐξαρτήματα, φιλμς Kodak, πλάκες Lumière. — [968, 569, 1264, 609]
article-text: Ὁ Μαυρουδὴς Συγγελάκης, ἀπὸ 1. Π. Κ. Γιανναγκόπουλου ὁδὸς Θεμιστοκλέους 3. Ι. ΑΣΛΟΥΓΗΣ. Εἶδη πάσης φύσεως. — [968, 719, 1264, 759]
ad-heading: ΒΙΟΜΗΧΑΝΙΚΑ — [384, 1369, 500, 1385]
section-heading: ΚΑΤΑ ΤΟΝ ΠΛΟΥΝ — [702, 732, 840, 748]
